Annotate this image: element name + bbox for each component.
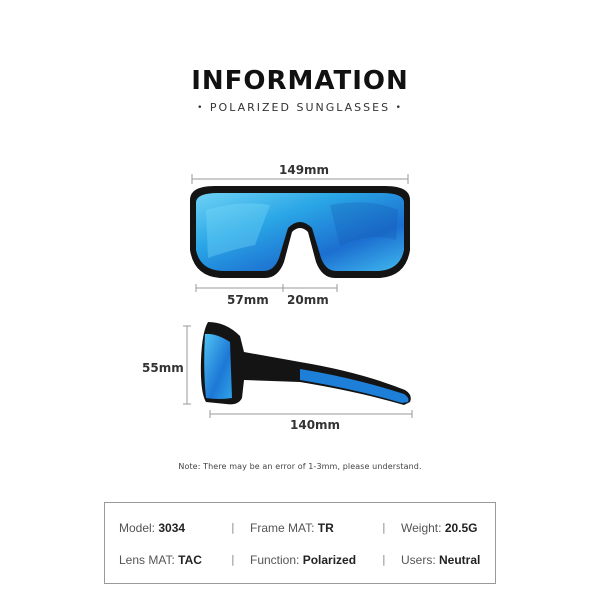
spec-frame (250, 521, 334, 535)
spec-users-value: Neutral (439, 553, 481, 567)
tolerance-note: Note: There may be an error of 1-3mm, please understand. (178, 462, 422, 471)
spec-weight-value: 20.5G (444, 521, 478, 535)
spec-separator: | (231, 521, 235, 534)
page-title: INFORMATION (191, 66, 409, 96)
spec-users (401, 553, 480, 567)
spec-separator: | (382, 521, 386, 534)
spec-weight-label: Weight: (401, 521, 442, 535)
spec-separator: | (382, 553, 386, 566)
spec-frame-value: TR (317, 521, 334, 535)
spec-lens-value: TAC (178, 553, 202, 567)
spec-function-label: Function: (250, 553, 300, 567)
spec-weight (401, 521, 478, 535)
sunglasses-front-illustration (190, 186, 410, 278)
temple-length-label: 140mm (290, 418, 341, 432)
lens-height-label: 55mm (142, 361, 184, 375)
spec-separator: | (231, 553, 235, 566)
subtitle-bullet-left: • (197, 103, 205, 113)
spec-users-label: Users: (401, 553, 436, 567)
lens-width-label: 57mm (227, 293, 269, 307)
temple-length-dimension-line (210, 410, 412, 418)
lens-height-dimension-line (183, 326, 191, 404)
spec-model-label: Model: (119, 521, 156, 535)
bridge-width-label: 20mm (287, 293, 329, 307)
lens-bridge-dimension-line (196, 284, 337, 292)
subtitle-text: POLARIZED SUNGLASSES (209, 101, 391, 114)
spec-model-value: 3034 (158, 521, 186, 535)
subtitle-bullet-right: • (395, 103, 403, 113)
spec-function-value: Polarized (302, 553, 357, 567)
spec-lens-label: Lens MAT: (119, 553, 175, 567)
spec-table (104, 502, 496, 584)
spec-frame-label: Frame MAT: (250, 521, 315, 535)
spec-lens (119, 553, 202, 567)
sunglasses-side-illustration (201, 322, 411, 405)
total-width-label: 149mm (279, 163, 330, 177)
spec-function (250, 553, 356, 567)
spec-model (119, 521, 185, 535)
